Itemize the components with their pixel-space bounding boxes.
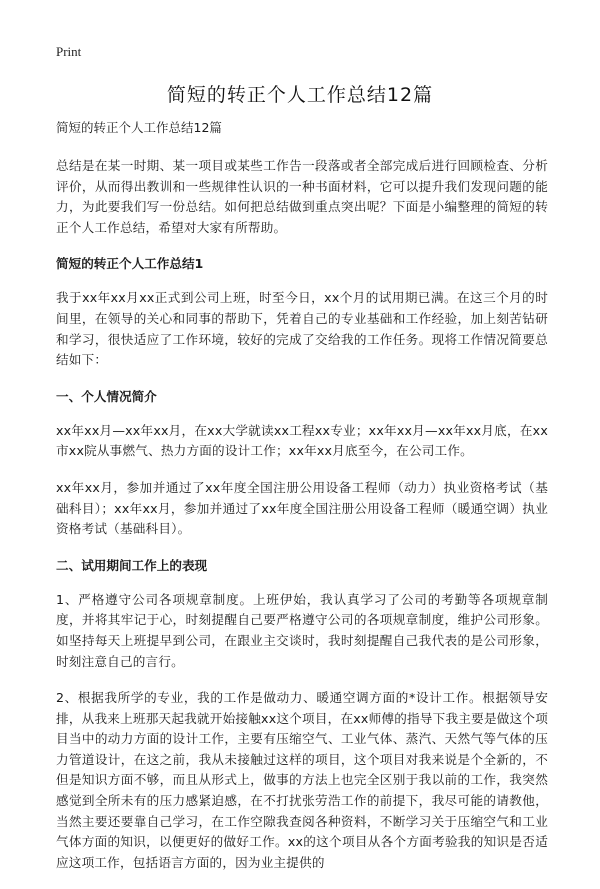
document-body (56, 118, 548, 889)
personal-info-paragraph: xx年xx月，参加并通过了xx年度全国注册公用设备工程师（动力）执业资格考试（基础科目）；xx年xx月，参加并通过了xx年度全国注册公用设备工程师（暖通空调）执业资格考试（基础科目）。 (56, 479, 548, 537)
trial-performance-paragraph: 2、根据我所学的专业，我的工作是做动力、暖通空调方面的*设计工作。根据领导安排，从我来上班那天起我就开始接触xx这个项目，在xx师傅的指导下我主要是做这个项目当中的动力方面的设计工作，主要有压缩空气、工业气体、蒸汽、天然气等气体的压力管道设计，在这之前，我从未接触过这样的项目，这个项目对我来说是个全新的，不但是知识方面不够，而且从形式上，做事的方法上也完全区别于我以前的工作，我突然感觉到全所未有的压力感紧迫感，在不打扰张劳浩工作的前提下，我尽可能的请教他，当然主要还要靠自己学习，在工作空隙我查阅各种资料，不断学习关于压缩空气和工业气体方面的知识，以便更好的做好工作。xx的这个项目从各个方面考验我的知识是否适应这项工作，包括语言方面的，因为业主提供的 (56, 690, 548, 870)
personal-info-heading: 一、个人情况简介 (56, 388, 157, 404)
section-heading: 简短的转正个人工作总结1 (56, 256, 204, 272)
document-subtitle: 简短的转正个人工作总结12篇 (56, 120, 222, 135)
trial-performance-heading: 二、试用期间工作上的表现 (56, 557, 208, 573)
trial-performance-paragraph: 1、严格遵守公司各项规章制度。上班伊始，我认真学习了公司的考勤等各项规章制度，并将其牢记于心，时刻提醒自己要严格遵守公司的各项规章制度，维护公司形象。如坚持每天上班提早到公司，在跟业主交谈时，我时刻提醒自己我代表的是公司形象，时刻注意自己的言行。 (56, 591, 548, 669)
document-title: 简短的转正个人工作总结12篇 (166, 84, 434, 106)
personal-info-paragraph: xx年xx月—xx年xx月，在xx大学就读xx工程xx专业；xx年xx月—xx年xx月底，在xx市xx院从事燃气、热力方面的设计工作；xx年xx月底至今，在公司工作。 (56, 422, 548, 459)
intro-paragraph: 总结是在某一时期、某一项目或某些工作告一段落或者全部完成后进行回顾检查、分析评价，从而得出教训和一些规律性认识的一种书面材料，它可以提升我们发现问题的能力，为此要我们写一份总结。如何把总结做到重点突出呢？下面是小编整理的简短的转正个人工作总结，希望对大家有所帮助。 (56, 158, 548, 235)
print-link[interactable]: Print (56, 44, 82, 59)
section-paragraph: 我于xx年xx月xx正式到公司上班，时至今日，xx个月的试用期已满。在这三个月的时间里，在领导的关心和同事的帮助下，凭着自己的专业基础和工作经验，加上刻苦钻研和学习，很快适应了工作环境，较好的完成了交给我的工作任务。现将工作情况简要总结如下： (56, 290, 548, 368)
